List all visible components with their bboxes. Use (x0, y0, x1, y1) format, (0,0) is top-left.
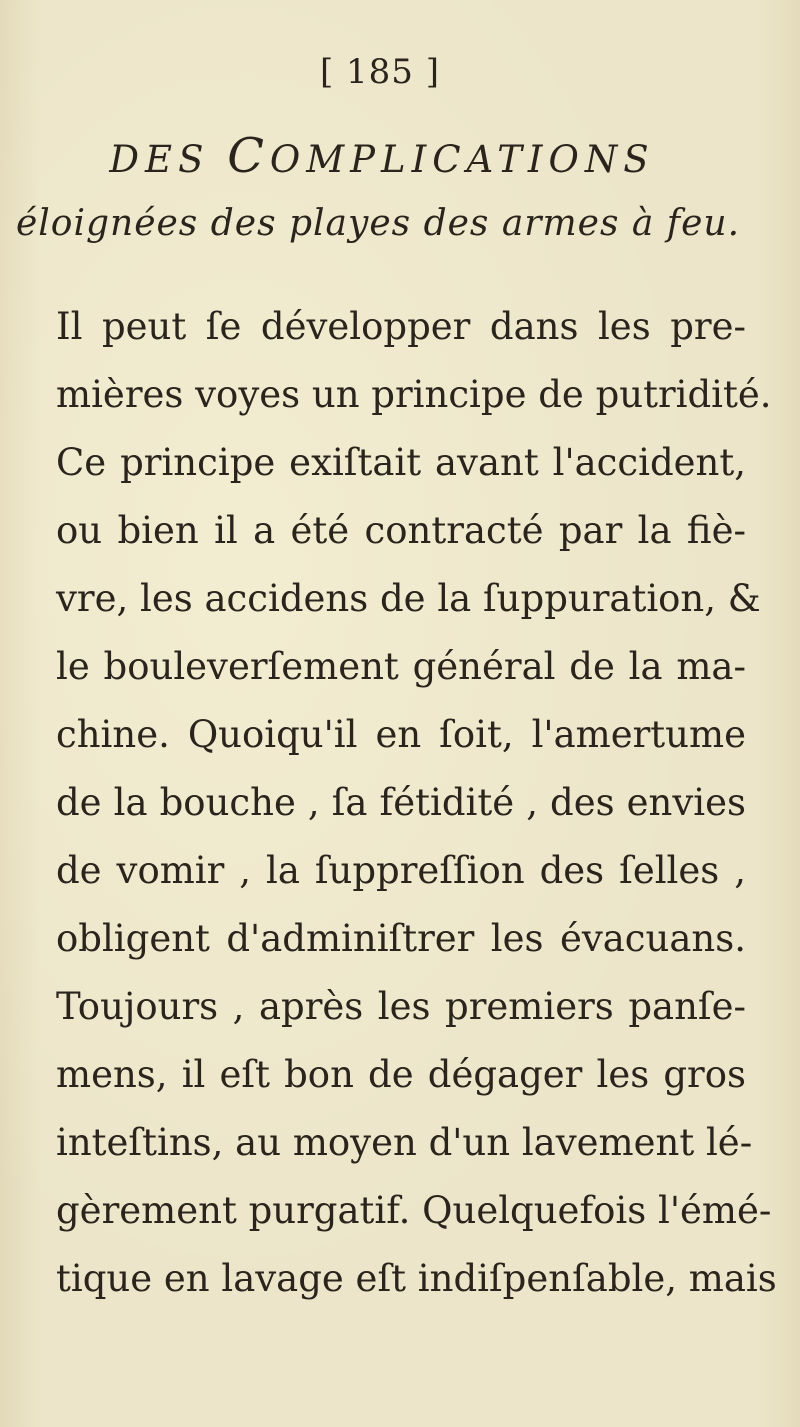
section-title-rest: OMPLICATIONS (269, 138, 655, 181)
text-line: chine. Quoiqu'il en ſoit, l'amertume (56, 713, 746, 756)
section-title-initial: C (227, 128, 270, 184)
page-number-header: [ 185 ] (319, 52, 441, 92)
text-line: gèrement purgatif. Quelquefois l'émé- (56, 1189, 772, 1232)
text-line: de vomir , la ſuppreſſion des ſelles , (56, 849, 746, 892)
text-line: mières voyes un principe de putridité. (56, 373, 772, 416)
text-line: mens, il eſt bon de dégager les gros (56, 1053, 746, 1096)
section-title (0, 128, 782, 184)
text-line: vre, les accidens de la ſuppuration, & (56, 577, 761, 620)
body-paragraph (56, 293, 777, 1313)
text-line: Ce principe exiſtait avant l'accident, (56, 441, 746, 484)
text-line: tique en lavage eſt indiſpenſable, mais (56, 1257, 777, 1300)
section-subtitle: éloignées des playes des armes à feu. (15, 203, 741, 244)
text-line: de la bouche , ſa fétidité , des envies (56, 781, 746, 824)
text-line: Toujours , après les premiers panſe- (56, 985, 746, 1028)
text-line: inteſtins, au moyen d'un lavement lé- (56, 1121, 753, 1164)
text-line: obligent d'adminiſtrer les évacuans. (56, 917, 746, 960)
text-line: ou bien il a été contracté par la fiè- (56, 509, 746, 552)
text-line: Il peut ſe développer dans les pre- (56, 305, 746, 348)
text-line: le bouleverſement général de la ma- (56, 645, 746, 688)
section-title-prefix: DES (109, 138, 210, 181)
